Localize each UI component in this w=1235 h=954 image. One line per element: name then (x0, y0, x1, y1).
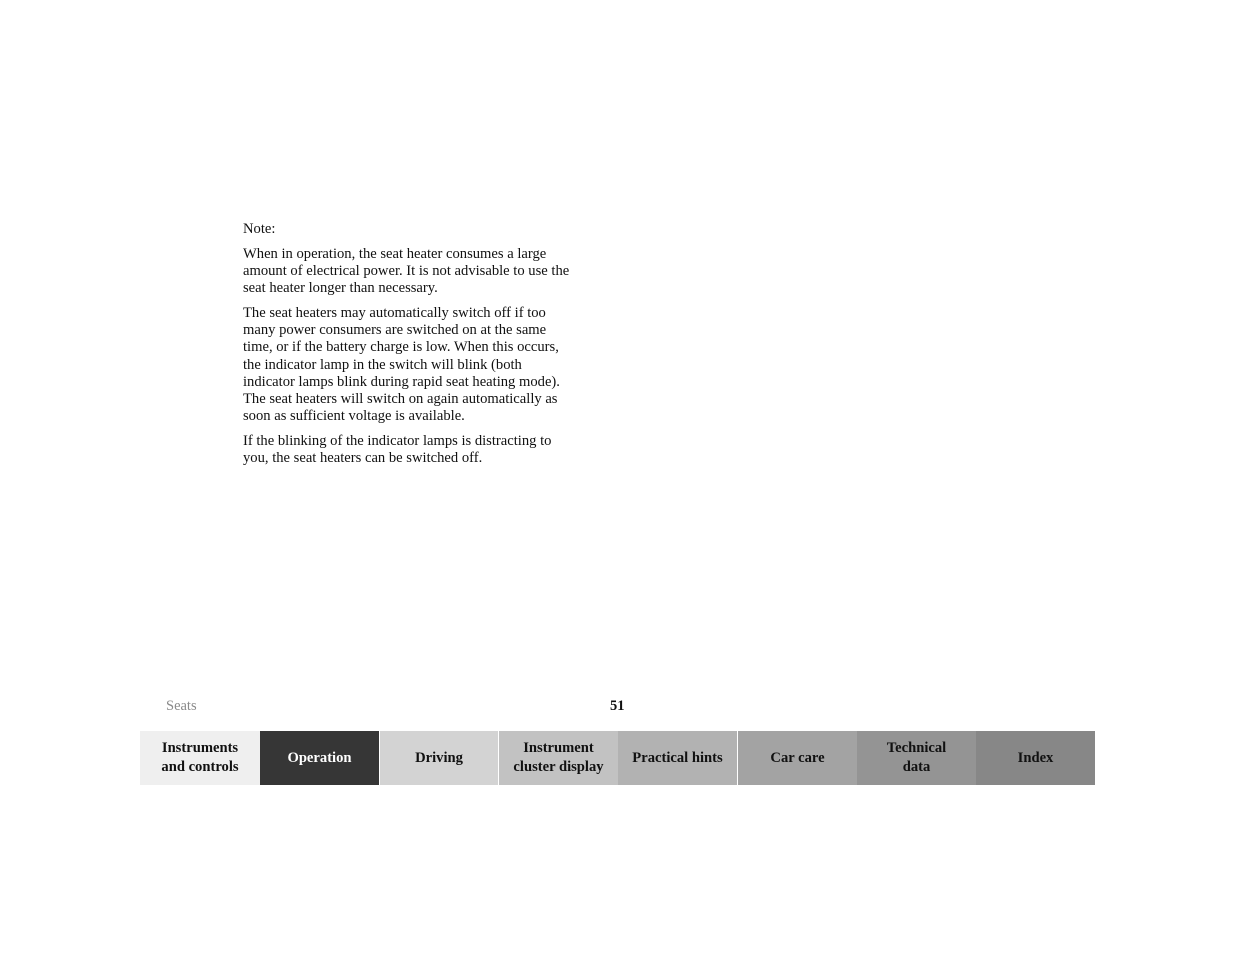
tab-operation[interactable] (260, 731, 380, 785)
paragraph-automatic-switch-off (243, 305, 613, 425)
chapter-tabs (140, 731, 1095, 785)
tab-instruments-and-controls[interactable] (140, 731, 260, 785)
tab-label: Instruments and controls (161, 740, 239, 775)
text-line: When in operation, the seat heater consumes a large (243, 245, 547, 262)
page-number: 51 (610, 698, 625, 714)
text-line: Note: (243, 221, 276, 237)
tab-car-care[interactable] (738, 731, 857, 785)
tab-label: Technical data (886, 740, 947, 775)
text-line: amount of electrical power. It is not advisable to use the (243, 263, 570, 279)
section-title: Seats (166, 698, 197, 714)
text-line: time, or if the battery charge is low. When this occurs, (243, 339, 559, 356)
note-heading (243, 221, 613, 238)
text-line: indicator lamps blink during rapid seat heating mode). (243, 373, 560, 390)
text-line: many power consumers are switched on at the same (243, 322, 547, 339)
text-line: The seat heaters may automatically switch off if too (243, 305, 546, 321)
tab-driving[interactable] (380, 731, 499, 785)
tab-technical-data[interactable] (857, 731, 976, 785)
paragraph-power-consumption (243, 246, 613, 298)
text-line: seat heater longer than necessary. (243, 280, 438, 297)
tab-index[interactable] (976, 731, 1095, 785)
tab-label: Operation (287, 749, 352, 766)
tab-label: Car care (770, 749, 825, 766)
text-line: The seat heaters will switch on again automatically as (243, 391, 558, 408)
tab-label: Instrument cluster display (513, 740, 604, 775)
text-line: If the blinking of the indicator lamps is distracting to (243, 433, 552, 450)
tab-label: Driving (415, 749, 463, 766)
text-line: you, the seat heaters can be switched off. (243, 450, 483, 467)
tab-practical-hints[interactable] (618, 731, 738, 785)
note-content (243, 221, 613, 475)
text-line: soon as sufficient voltage is available. (243, 408, 465, 425)
tab-instrument-cluster-display[interactable] (499, 731, 618, 785)
text-line: the indicator lamp in the switch will blink (both (243, 356, 522, 373)
paragraph-blinking (243, 433, 613, 467)
tab-label: Practical hints (632, 749, 723, 766)
tab-label: Index (1017, 749, 1054, 766)
